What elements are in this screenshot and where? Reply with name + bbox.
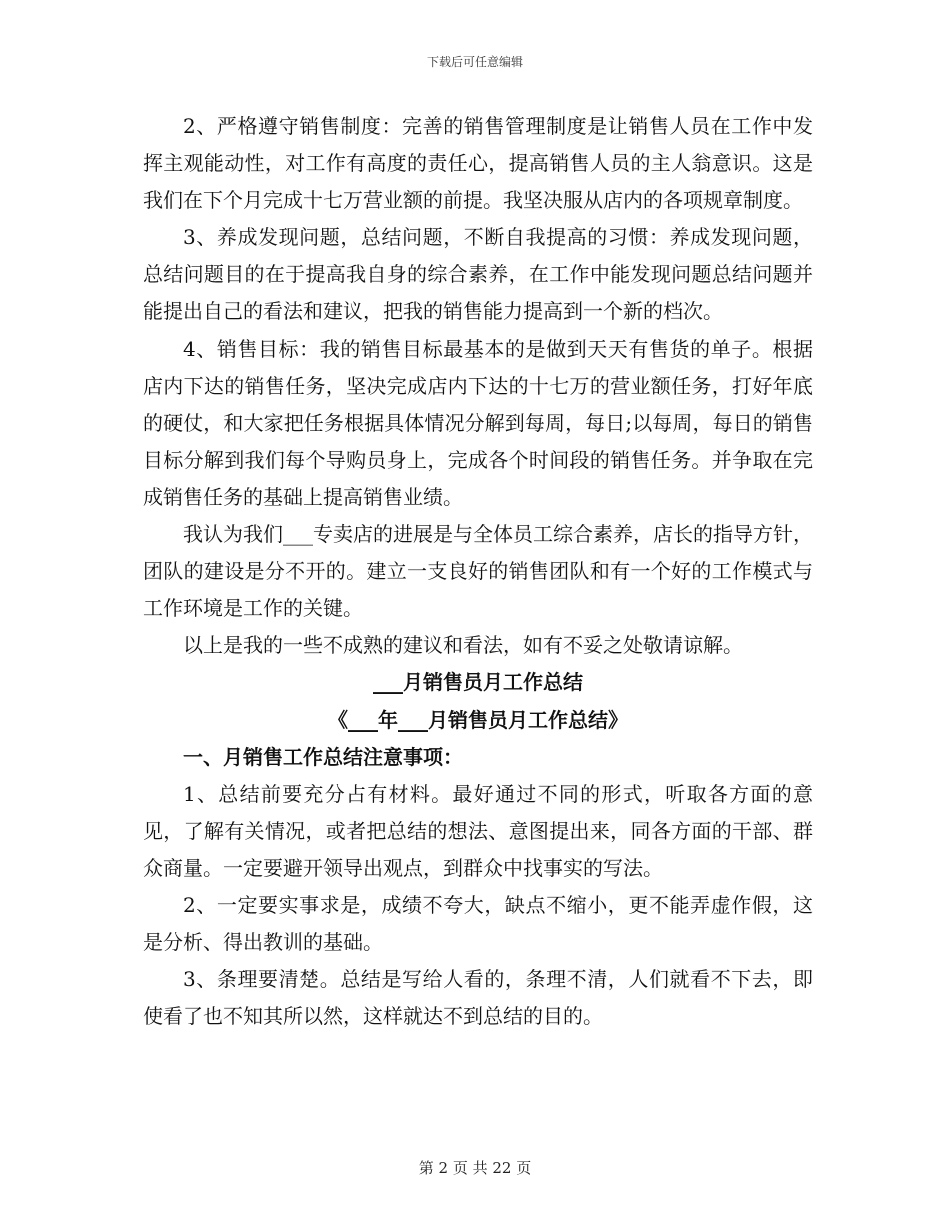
paragraph-sales-target: 4、销售目标：我的销售目标最基本的是做到天天有售货的单子。根据店内下达的销售任务，坚决完成店内下达的十七万的营业额任务，打好年底的硬仗，和大家把任务根据具体情况分解到每周，每日;以每周，每日的销售目标分解到我们每个导购员身上，完成各个时间段的销售任务。并争取在完成销售任务的基础上提高销售业绩。 (143, 336, 813, 509)
paragraph-problem-habits: 3、养成发现问题，总结问题，不断自我提高的习惯：养成发现问题，总结问题目的在于提高我自身的综合素养，在工作中能发现问题总结问题并能提出自己的看法和建议，把我的销售能力提高到一个新的档次。 (143, 225, 813, 324)
section-title: ___月销售员月工作总结 (373, 670, 583, 695)
document-body (143, 108, 813, 1035)
section-heading: 一、月销售工作总结注意事项： (183, 744, 463, 769)
paragraph-truth: 2、一定要实事求是，成绩不夸大，缺点不缩小，更不能弄虚作假，这是分析、得出教训的基础。 (143, 892, 813, 955)
paragraph-materials: 1、总结前要充分占有材料。最好通过不同的形式，听取各方面的意见，了解有关情况，或者把总结的想法、意图提出来，同各方面的干部、群众商量。一定要避开领导出观点，到群众中找事实的写法。 (143, 781, 813, 880)
page-header: 下载后可任意编辑 (426, 55, 523, 69)
paragraph-sales-rules: 2、严格遵守销售制度：完善的销售管理制度是让销售人员在工作中发挥主观能动性，对工作有高度的责任心，提高销售人员的主人翁意识。这是我们在下个月完成十七万营业额的前提。我坚决服从店内的各项规章制度。 (143, 114, 813, 213)
section-subtitle: 《___年___月销售员月工作总结》 (328, 707, 628, 732)
paragraph-closing: 以上是我的一些不成熟的建议和看法，如有不妥之处敬请谅解。 (183, 633, 743, 658)
page-footer: 第 2 页 共 22 页 (418, 1159, 532, 1177)
paragraph-team: 我认为我们___专卖店的进展是与全体员工综合素养，店长的指导方针，团队的建设是分不开的。建立一支良好的销售团队和有一个好的工作模式与工作环境是工作的关键。 (143, 522, 813, 621)
paragraph-clarity: 3、条理要清楚。总结是写给人看的，条理不清，人们就看不下去，即使看了也不知其所以然，这样就达不到总结的目的。 (143, 967, 813, 1029)
